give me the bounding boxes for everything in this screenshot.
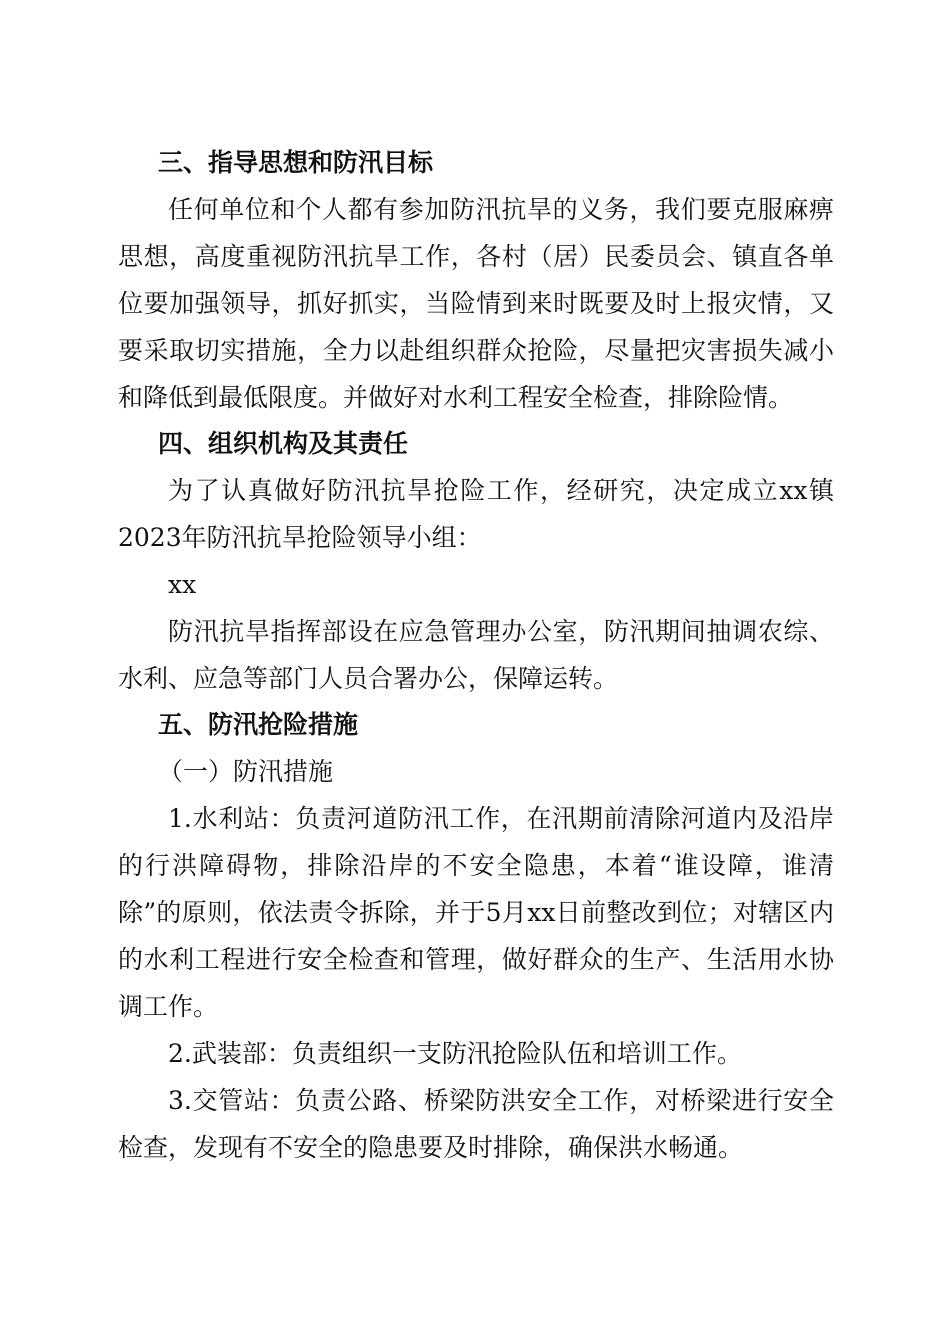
list-item-2: 2.武装部：负责组织一支防汛抢险队伍和培训工作。 bbox=[168, 1039, 742, 1068]
section-4-heading: 四、组织机构及其责任 bbox=[158, 429, 409, 458]
section-4-paragraph-2: xx bbox=[168, 570, 197, 599]
section-3-heading: 三、指导思想和防汛目标 bbox=[158, 148, 434, 177]
document-body bbox=[118, 140, 834, 1171]
list-item-3: 3.交管站：负责公路、桥梁防洪安全工作，对桥梁进行安全检查，发现有不安全的隐患要及时排除，确保洪水畅通。 bbox=[118, 1086, 834, 1162]
section-4-paragraph-1: 为了认真做好防汛抗旱抢险工作，经研究，决定成立xx镇2023年防汛抗旱抢险领导小组： bbox=[118, 476, 834, 552]
list-item-1: 1.水利站：负责河道防汛工作，在汛期前清除河道内及沿岸的行洪障碍物，排除沿岸的不安全隐患，本着“谁设障，谁清除”的原则，依法责令拆除，并于5月xx日前整改到位；对辖区内的水利工程进行安全检查和管理，做好群众的生产、生活用水协调工作。 bbox=[118, 804, 834, 1021]
section-3-paragraph: 任何单位和个人都有参加防汛抗旱的义务，我们要克服麻痹思想，高度重视防汛抗旱工作，各村（居）民委员会、镇直各单位要加强领导，抓好抓实，当险情到来时既要及时上报灾情，又要采取切实措施，全力以赴组织群众抢险，尽量把灾害损失减小和降低到最低限度。并做好对水利工程安全检查，排除险情。 bbox=[118, 195, 834, 412]
section-5-heading: 五、防汛抢险措施 bbox=[158, 710, 359, 739]
section-5-subheading: （一）防汛措施 bbox=[158, 757, 334, 786]
section-4-paragraph-3: 防汛抗旱指挥部设在应急管理办公室，防汛期间抽调农综、水利、应急等部门人员合署办公，保障运转。 bbox=[118, 617, 834, 693]
